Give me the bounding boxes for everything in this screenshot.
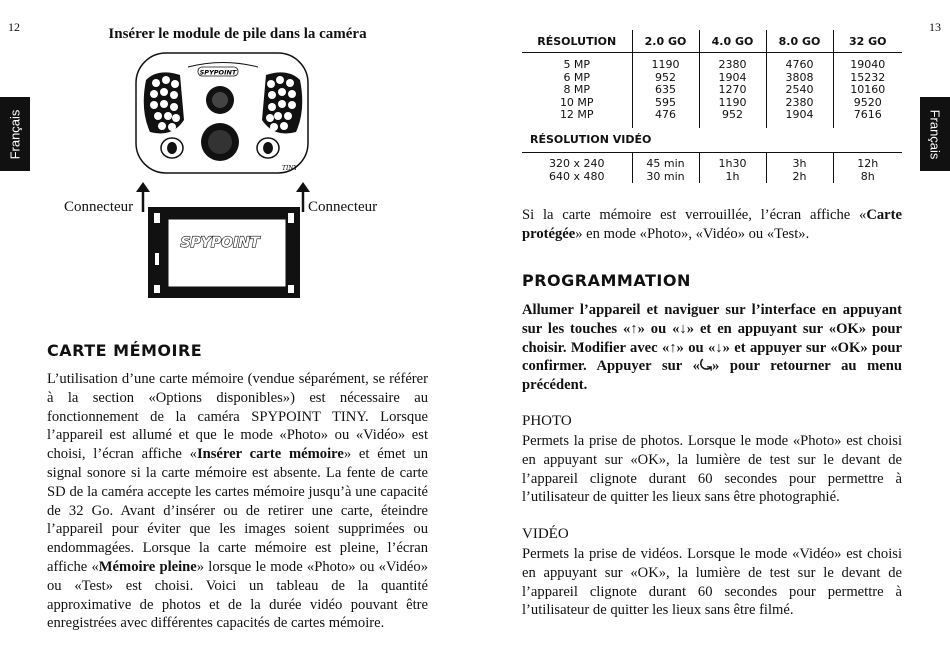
table-cell: 6 MP — [563, 70, 591, 84]
header-cell: 4.0 GO — [699, 30, 766, 53]
video-8go-cell — [766, 152, 833, 183]
connector-label-left: Connecteur — [64, 199, 134, 215]
section-title-programming: PROGRAMMATION — [522, 271, 691, 290]
video-resolutions-cell — [522, 152, 632, 183]
table-header-row — [522, 30, 902, 53]
video-2go-cell — [632, 152, 699, 183]
table-cell: 1904 — [718, 70, 747, 84]
photo-heading: PHOTO — [522, 413, 572, 429]
table-cell: 19040 — [850, 58, 886, 71]
photo-8go-cell — [766, 53, 833, 128]
locked-note-text-1: Si la carte mémoire est verrouillée, l’écran affiche « — [522, 207, 867, 223]
header-cell: 2.0 GO — [632, 30, 699, 53]
video-4go-cell — [699, 152, 766, 183]
table-cell: 10 MP — [559, 95, 594, 109]
video-32go-cell — [833, 152, 902, 183]
photo-4go-cell — [699, 53, 766, 128]
table-cell: 1h30 — [718, 156, 747, 170]
section-title-memory-card: CARTE MÉMOIRE — [47, 341, 203, 360]
module-brand-label: SPYPOINT — [180, 235, 260, 251]
battery-module-illustration — [146, 205, 302, 300]
table-cell: 9520 — [853, 95, 882, 109]
memory-card-text-2: » et émet un signal sonore si la carte mémoire est absente. La fente de carte SD de la caméra accepte les cartes mémoire jusqu’à une capacité de 32 Go. Avant d’insérer ou de retirer une carte, éteindre l’appareil pour éviter que les images soient supprimées ou endommagées. Lorsque la carte mémoire est pleine, l’écran affiche « — [47, 446, 429, 575]
table-cell: 2540 — [785, 83, 814, 97]
table-row-video — [522, 152, 902, 183]
table-cell: 635 — [655, 83, 676, 97]
table-cell: 952 — [655, 70, 676, 84]
table-cell: 8 MP — [563, 83, 591, 97]
table-cell: 476 — [655, 108, 676, 122]
table-cell: 2380 — [718, 58, 747, 71]
memory-card-text-3: » lorsque le mode «Photo» ou «Vidéo» ou «Test» est choisi. Voici un tableau de la quantité approximative de photos et de la durée vidéo pouvant être enregistrées avec différentes capacités de cartes mémoire. — [47, 558, 428, 632]
photo-32go-cell — [833, 53, 902, 128]
language-tab-left — [0, 97, 30, 171]
insert-card-message: Insérer carte mémoire — [196, 446, 344, 463]
table-cell: 1904 — [785, 108, 814, 122]
table-cell: 5 MP — [563, 58, 591, 71]
photo-resolutions-cell — [522, 53, 632, 128]
table-cell: 640 x 480 — [549, 169, 605, 183]
table-cell: 8h — [860, 169, 875, 183]
table-cell: 1270 — [718, 83, 747, 97]
header-cell: RÉSOLUTION — [522, 30, 632, 53]
table-cell: 12h — [857, 156, 879, 170]
header-cell: 32 GO — [833, 30, 902, 53]
page-number-right: 13 — [929, 20, 941, 34]
table-cell: 1190 — [718, 95, 747, 109]
video-heading: VIDÉO — [522, 526, 569, 542]
connector-label-right: Connecteur — [308, 199, 378, 215]
table-cell: 1190 — [651, 58, 680, 71]
table-cell: 2380 — [785, 95, 814, 109]
camera-brand-label: SPYPOINT — [199, 68, 237, 77]
table-cell: 3808 — [785, 70, 814, 84]
table-row-photo — [522, 53, 902, 128]
capacity-table — [522, 30, 902, 183]
video-paragraph: Permets la prise de vidéos. Lorsque le mode «Vidéo» est choisi en appuyant sur «OK», la lumière de test sur le devant de l’appareil clignote durant 60 secondes pour permettre à l’utilisateur de quitter les lieux sans être filmé. — [522, 546, 902, 619]
video-section-label: RÉSOLUTION VIDÉO — [522, 128, 902, 153]
video-section-row — [522, 128, 902, 153]
table-cell: 15232 — [850, 70, 886, 84]
language-tab-label: Français — [927, 109, 943, 159]
memory-card-paragraph — [47, 370, 428, 633]
camera-illustration — [128, 50, 318, 180]
locked-note-text-2: » en mode «Photo», «Vidéo» ou «Test». — [575, 225, 810, 242]
table-cell: 7616 — [853, 108, 882, 122]
table-cell: 2h — [792, 169, 807, 183]
protected-card-message: Carte protégée — [522, 207, 902, 242]
install-heading: Insérer le module de pile dans la caméra — [108, 26, 367, 42]
photo-paragraph: Permets la prise de photos. Lorsque le mode «Photo» est choisi en appuyant sur «OK», la lumière de test sur le devant de l’appareil clignote durant 60 secondes pour permettre à l’utilisateur de quitter les lieux sans être photographié. — [522, 433, 902, 506]
table-cell: 595 — [655, 95, 676, 109]
table-cell: 3h — [792, 156, 807, 170]
table-cell: 320 x 240 — [549, 156, 605, 170]
camera-model-label: TINY — [282, 165, 298, 172]
photo-2go-cell — [632, 53, 699, 128]
table-cell: 45 min — [646, 156, 685, 170]
table-cell: 4760 — [785, 58, 814, 71]
table-cell: 1h — [725, 169, 740, 183]
table-cell: 10160 — [850, 83, 886, 97]
memory-full-message: Mémoire pleine — [98, 558, 197, 575]
header-cell: 8.0 GO — [766, 30, 833, 53]
table-cell: 12 MP — [559, 108, 594, 122]
memory-card-text-1: L’utilisation d’une carte mémoire (vendue séparément, se référer à la section «Options disponibles») est nécessaire au fonctionnement de la caméra SPYPOINT TINY. Lorsque l’appareil est allumé et que le mode «Photo» ou «Vidéo» est choisi, l’écran affiche « — [47, 371, 428, 463]
table-cell: 952 — [722, 108, 743, 122]
table-cell: 30 min — [646, 169, 685, 183]
programming-paragraph: Allumer l’appareil et naviguer sur l’interface en appuyant sur les touches «↑» ou «↓» et en appuyant sur «OK» pour choisir. Modifier avec «↑» ou «↓» et appuyer sur «OK» pour confirmer. Appuyer sur «⤿» pour retourner au menu précédent. — [522, 302, 902, 394]
locked-card-note — [522, 206, 902, 244]
language-tab-label: Français — [7, 109, 23, 159]
page-number-left: 12 — [8, 20, 20, 34]
language-tab-right — [920, 97, 950, 171]
